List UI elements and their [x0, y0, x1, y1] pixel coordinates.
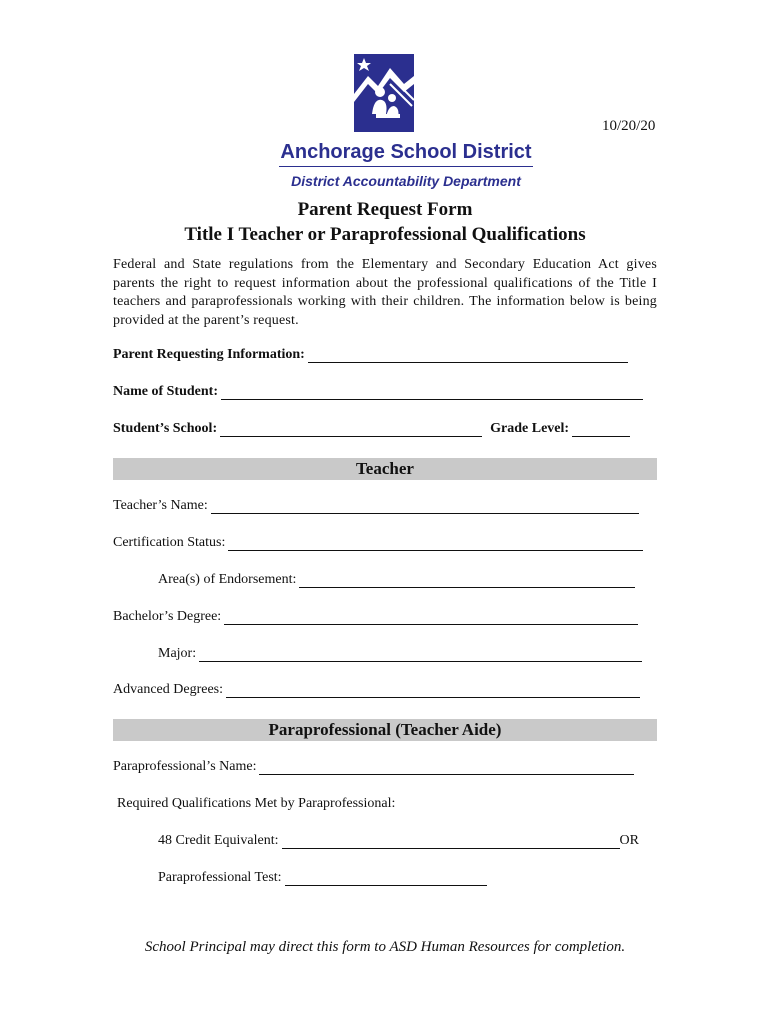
district-logo	[354, 54, 414, 132]
major-row	[158, 646, 642, 662]
para-name-label: Paraprofessional’s Name:	[113, 759, 257, 774]
certification-status-row	[113, 535, 643, 551]
or-label: OR	[619, 833, 639, 848]
teacher-name-field[interactable]	[211, 501, 639, 514]
student-name-row	[113, 384, 643, 400]
form-date: 10/20/20	[602, 118, 656, 134]
parent-requesting-row	[113, 347, 628, 363]
para-name-field[interactable]	[259, 762, 634, 775]
grade-level-label: Grade Level:	[490, 421, 570, 436]
certification-status-field[interactable]	[228, 538, 643, 551]
endorsement-row	[158, 572, 635, 588]
department-name: District Accountability Department	[291, 173, 521, 189]
student-school-row	[113, 421, 630, 437]
form-title: Parent Request Form	[297, 199, 473, 220]
student-school-label: Student’s School:	[113, 421, 218, 436]
required-quals-row	[117, 796, 395, 812]
bachelors-degree-row	[113, 609, 638, 625]
credit-equivalent-field[interactable]	[282, 836, 620, 849]
student-name-field[interactable]	[221, 387, 643, 400]
student-name-label: Name of Student:	[113, 384, 218, 399]
para-test-row	[158, 870, 487, 886]
para-test-label: Paraprofessional Test:	[158, 870, 282, 885]
parent-requesting-field[interactable]	[308, 350, 628, 363]
grade-level-field[interactable]	[572, 424, 630, 437]
credit-equivalent-row	[158, 833, 639, 849]
bachelors-degree-label: Bachelor’s Degree:	[113, 609, 222, 624]
endorsement-label: Area(s) of Endorsement:	[158, 572, 297, 587]
certification-status-label: Certification Status:	[113, 535, 226, 550]
advanced-degrees-field[interactable]	[226, 685, 640, 698]
teacher-section-heading: Teacher	[113, 458, 657, 480]
para-section-heading: Paraprofessional (Teacher Aide)	[113, 719, 657, 741]
major-label: Major:	[158, 646, 197, 661]
para-name-row	[113, 759, 634, 775]
para-test-field[interactable]	[285, 873, 487, 886]
major-field[interactable]	[199, 649, 642, 662]
bachelors-degree-field[interactable]	[224, 612, 638, 625]
teacher-name-row	[113, 498, 639, 514]
advanced-degrees-label: Advanced Degrees:	[113, 682, 224, 697]
parent-requesting-label: Parent Requesting Information:	[113, 347, 305, 362]
district-name: Anchorage School District	[280, 141, 532, 163]
form-subtitle: Title I Teacher or Paraprofessional Qualifications	[184, 224, 586, 245]
intro-paragraph: Federal and State regulations from the Elementary and Secondary Education Act gives parents the right to request information about the professional qualifications of the Title I teachers and paraprofessionals working with their children. The information below is being provided at the parent’s request.	[113, 257, 657, 328]
required-quals-label: Required Qualifications Met by Paraprofessional:	[117, 796, 396, 811]
teacher-name-label: Teacher’s Name:	[113, 498, 208, 513]
advanced-degrees-row	[113, 682, 640, 698]
footer-note: School Principal may direct this form to ASD Human Resources for completion.	[144, 939, 626, 955]
student-school-field[interactable]	[220, 424, 482, 437]
credit-equivalent-label: 48 Credit Equivalent:	[158, 833, 279, 848]
endorsement-field[interactable]	[299, 575, 635, 588]
district-underline	[279, 166, 533, 167]
